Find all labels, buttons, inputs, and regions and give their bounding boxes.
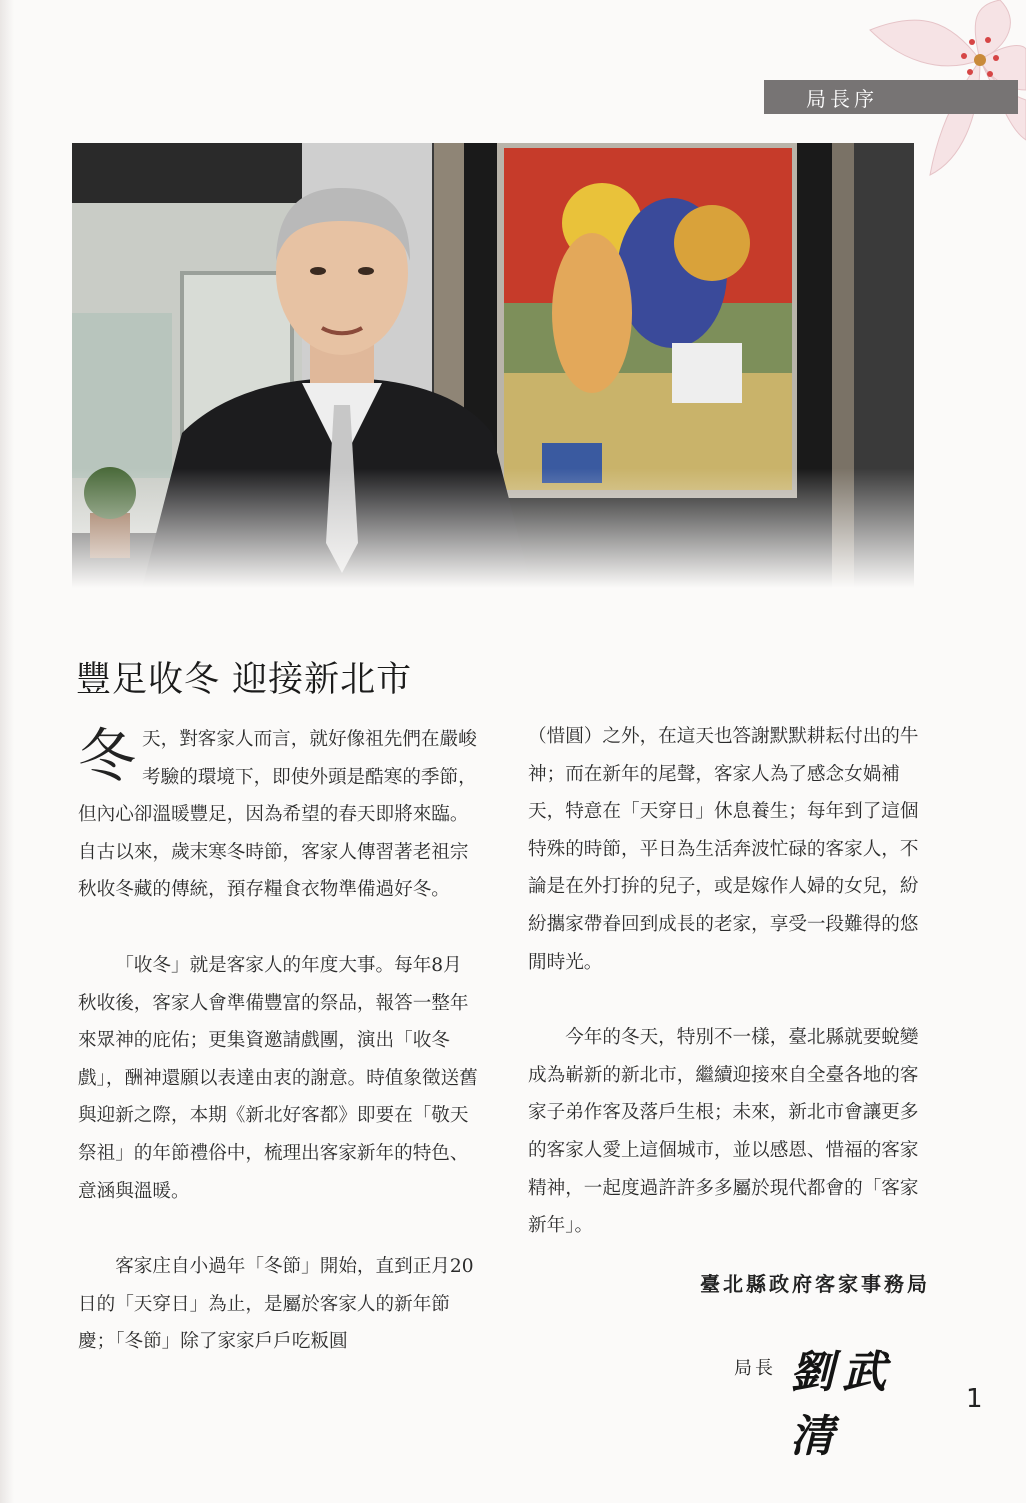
drop-cap: 冬	[78, 722, 137, 790]
paragraph-5: 今年的冬天，特別不一樣，臺北縣就要蛻變成為嶄新的新北市，繼續迎接來自全臺各地的客家子弟作客及落戶生根；未來，新北市會讓更多的客家人愛上這個城市，並以感恩、惜福的客家精神，一起度過許許多多屬於現代都會的「客家新年」。	[528, 1027, 919, 1237]
paragraph-2: 「收冬」就是客家人的年度大事。每年8月秋收後，客家人會準備豐富的祭品，報答一整年來眾神的庇佑；更集資邀請戲團，演出「收冬戲」，酬神還願以表達由衷的謝意。時值象徵送舊與迎新之際，本期《新北好客都》即要在「敬天祭祖」的年節禮俗中，梳理出客家新年的特色、意涵與溫暖。	[78, 954, 478, 1202]
signer-signature: 劉武清	[790, 1347, 894, 1462]
article-headline: 豐足收冬 迎接新北市	[76, 660, 413, 700]
article-column-right	[528, 718, 928, 1245]
signer-title: 局長	[734, 1358, 776, 1379]
director-photo	[72, 143, 914, 588]
page-number: 1	[966, 1384, 983, 1414]
paragraph-4: （惜圓）之外，在這天也答謝默默耕耘付出的牛神；而在新年的尾聲，客家人為了感念女媧補天，特意在「天穿日」休息養生；每年到了這個特殊的時節，平日為生活奔波忙碌的客家人，不論是在外打拚的兒子，或是嫁作人婦的女兒，紛紛攜家帶眷回到成長的老家，享受一段難得的悠閒時光。	[528, 726, 919, 973]
paragraph-3: 客家庄自小過年「冬節」開始，直到正月20日的「天穿日」為止，是屬於客家人的新年節慶；「冬節」除了家家戶戶吃粄圓	[78, 1256, 474, 1353]
photo-fade	[72, 468, 914, 588]
article-column-left	[78, 721, 478, 1361]
section-tab	[764, 80, 1018, 114]
paragraph-1-text: 天，對客家人而言，就好像祖先們在嚴峻考驗的環境下，即使外頭是酷寒的季節，但內心卻溫暖豐足，因為希望的春天即將來臨。自古以來，歲末寒冬時節，客家人傳習著老祖宗秋收冬藏的傳統，預存糧食衣物準備過好冬。	[78, 729, 477, 901]
page-edge-shadow	[0, 0, 14, 1503]
section-tab-label: 局長序	[806, 86, 878, 111]
article-paragraph	[78, 721, 478, 909]
organization-name: 臺北縣政府客家事務局	[700, 1272, 930, 1296]
